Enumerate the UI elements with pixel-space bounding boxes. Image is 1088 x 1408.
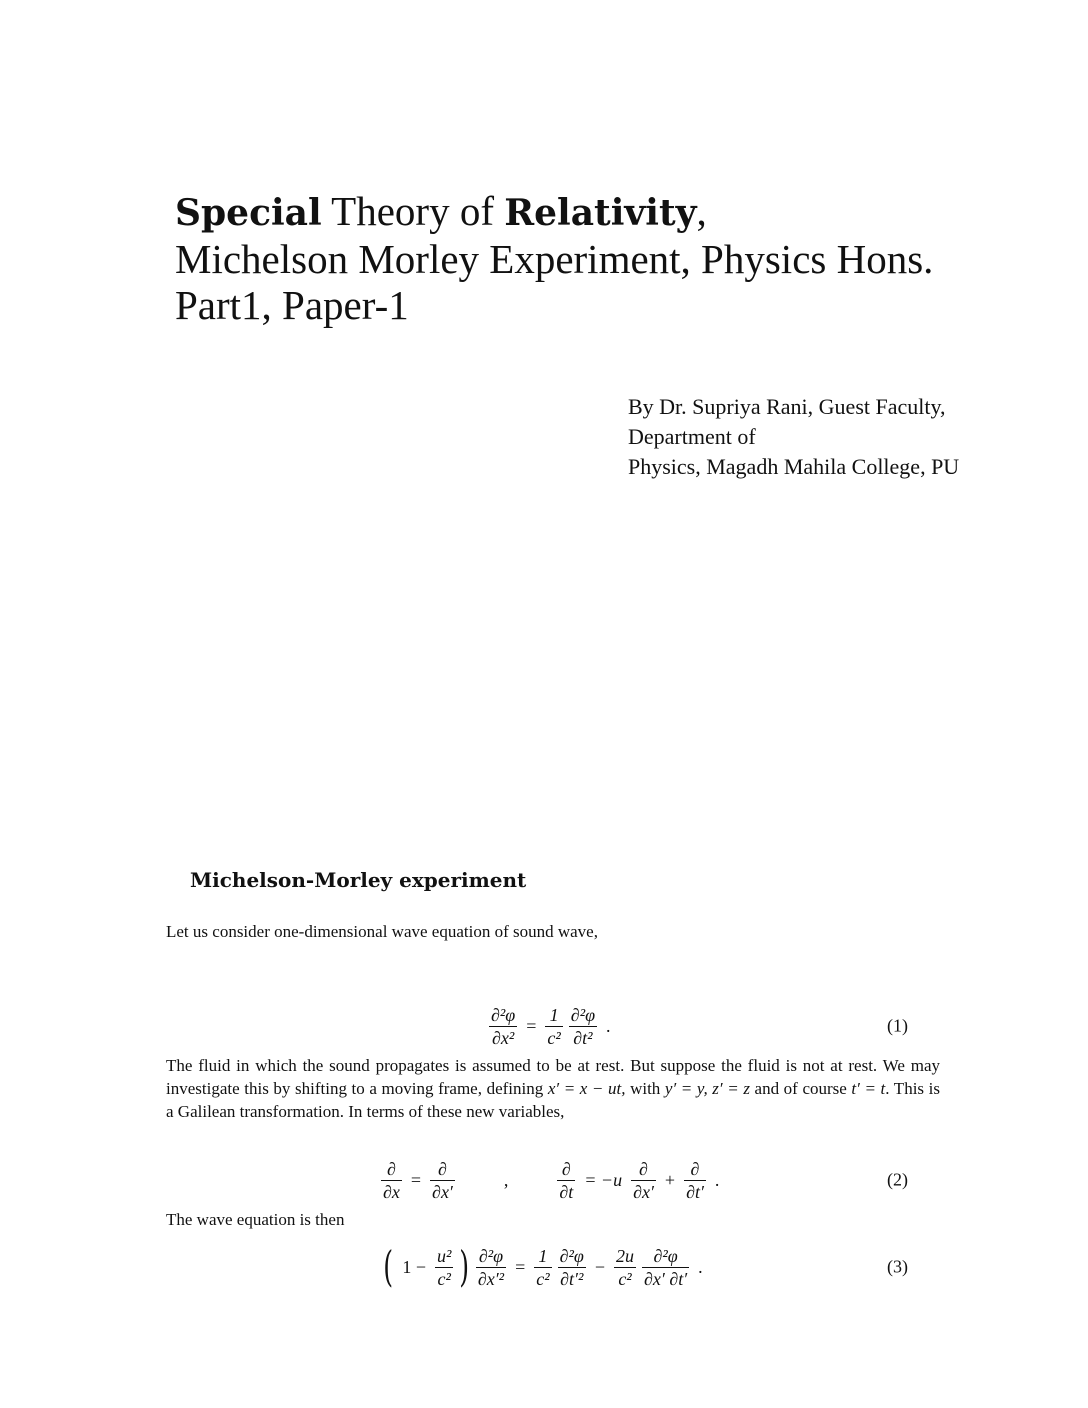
- equals-sign: =: [526, 1015, 537, 1036]
- numerator: 2u: [616, 1245, 635, 1266]
- denominator: ∂t: [559, 1181, 574, 1202]
- fraction: [558, 1245, 586, 1290]
- paragraph-galilean: [166, 1054, 940, 1123]
- text-run: The fluid in which the sound propagates is assumed to be at rest. But suppose the fluid is not at rest. We may investigate this by shifting to a moving frame, defining: [166, 1056, 940, 1098]
- inline-math: x′ = x − ut,: [547, 1079, 626, 1098]
- numerator: ∂: [561, 1158, 571, 1179]
- title-line-1: [175, 188, 1055, 236]
- fraction: [642, 1245, 689, 1290]
- numerator: ∂²φ: [478, 1245, 504, 1266]
- fraction: [430, 1158, 455, 1203]
- title-word-relativity: Relativity: [504, 192, 697, 234]
- fraction: [545, 1004, 562, 1049]
- document-title: [175, 188, 1055, 328]
- paragraph-wave-equation: The wave equation is then: [166, 1210, 345, 1229]
- fraction: [435, 1245, 453, 1290]
- equation-1: [166, 996, 940, 1056]
- fraction: [381, 1158, 402, 1203]
- numerator: ∂²φ: [570, 1004, 596, 1025]
- title-line-3: Part1, Paper-1: [175, 282, 409, 328]
- equation-2: [166, 1150, 940, 1210]
- numerator: ∂: [639, 1158, 648, 1179]
- denominator: c²: [618, 1268, 632, 1289]
- inline-math: t′ = t: [851, 1079, 886, 1098]
- equation-2-body: [378, 1150, 725, 1210]
- text-run: . This is a Galilean transformation. In terms of these new variables,: [166, 1079, 940, 1121]
- numerator: ∂: [386, 1158, 396, 1179]
- denominator: ∂x′: [633, 1181, 654, 1202]
- numerator: ∂²φ: [653, 1245, 678, 1266]
- equation-3-body: [380, 1234, 709, 1300]
- text-run: and of course: [749, 1079, 852, 1098]
- numerator: ∂²φ: [559, 1245, 584, 1266]
- title-line-2: Michelson Morley Experiment, Physics Hons.: [175, 236, 934, 282]
- section-heading: Michelson-Morley experiment: [190, 868, 527, 892]
- author-line-2: Department of: [628, 424, 756, 449]
- denominator: ∂t′: [686, 1181, 704, 1202]
- fraction: [489, 1004, 517, 1049]
- period: .: [714, 1169, 720, 1190]
- plus-sign: +: [664, 1169, 676, 1190]
- equals-sign: =: [410, 1169, 422, 1190]
- right-paren: ): [459, 1242, 470, 1291]
- numerator: 1: [549, 1004, 559, 1025]
- equals-minus-u: = −u: [584, 1169, 623, 1190]
- numerator: u²: [437, 1245, 452, 1266]
- author-line-3: Physics, Magadh Mahila College, PU: [628, 454, 960, 479]
- equation-1-body: [486, 996, 617, 1056]
- paragraph-intro: Let us consider one-dimensional wave equation of sound wave,: [166, 922, 598, 941]
- fraction: [684, 1158, 706, 1203]
- numerator: ∂²φ: [491, 1004, 516, 1025]
- equation-3: [166, 1234, 940, 1300]
- inline-math: y′ = y, z′ = z: [664, 1079, 750, 1098]
- denominator: ∂t²: [573, 1027, 593, 1048]
- title-word-special: Special: [175, 192, 322, 234]
- denominator: c²: [437, 1268, 451, 1289]
- one-minus: 1 −: [402, 1256, 427, 1277]
- period: .: [698, 1256, 703, 1277]
- fraction: [557, 1158, 575, 1203]
- title-word-theory-of: Theory of: [321, 188, 505, 234]
- text-run: with: [625, 1079, 665, 1098]
- minus-sign: −: [594, 1256, 606, 1277]
- author-line-1: By Dr. Supriya Rani, Guest Faculty,: [628, 394, 946, 419]
- denominator: ∂x′²: [477, 1268, 505, 1289]
- title-comma: ,: [696, 188, 707, 234]
- comma-separator: ,: [503, 1169, 509, 1190]
- equation-number: (1): [887, 1015, 908, 1036]
- denominator: c²: [547, 1027, 561, 1048]
- denominator: ∂x′: [432, 1181, 453, 1202]
- fraction: [476, 1245, 506, 1290]
- fraction: [569, 1004, 597, 1049]
- author-block: [628, 392, 1048, 482]
- fraction: [614, 1245, 636, 1290]
- numerator: ∂: [438, 1158, 447, 1179]
- numerator: 1: [538, 1245, 548, 1266]
- equation-number: (2): [887, 1169, 908, 1190]
- period: .: [606, 1015, 611, 1036]
- denominator: ∂x′ ∂t′: [644, 1268, 688, 1289]
- denominator: ∂x: [383, 1181, 400, 1202]
- denominator: ∂t′²: [560, 1268, 584, 1289]
- denominator: ∂x²: [491, 1027, 515, 1048]
- numerator: ∂: [690, 1158, 700, 1179]
- denominator: c²: [536, 1268, 550, 1289]
- equation-number: (3): [887, 1256, 908, 1277]
- equals-sign: =: [515, 1256, 526, 1277]
- left-paren: (: [383, 1242, 394, 1291]
- fraction: [534, 1245, 551, 1290]
- fraction: [631, 1158, 656, 1203]
